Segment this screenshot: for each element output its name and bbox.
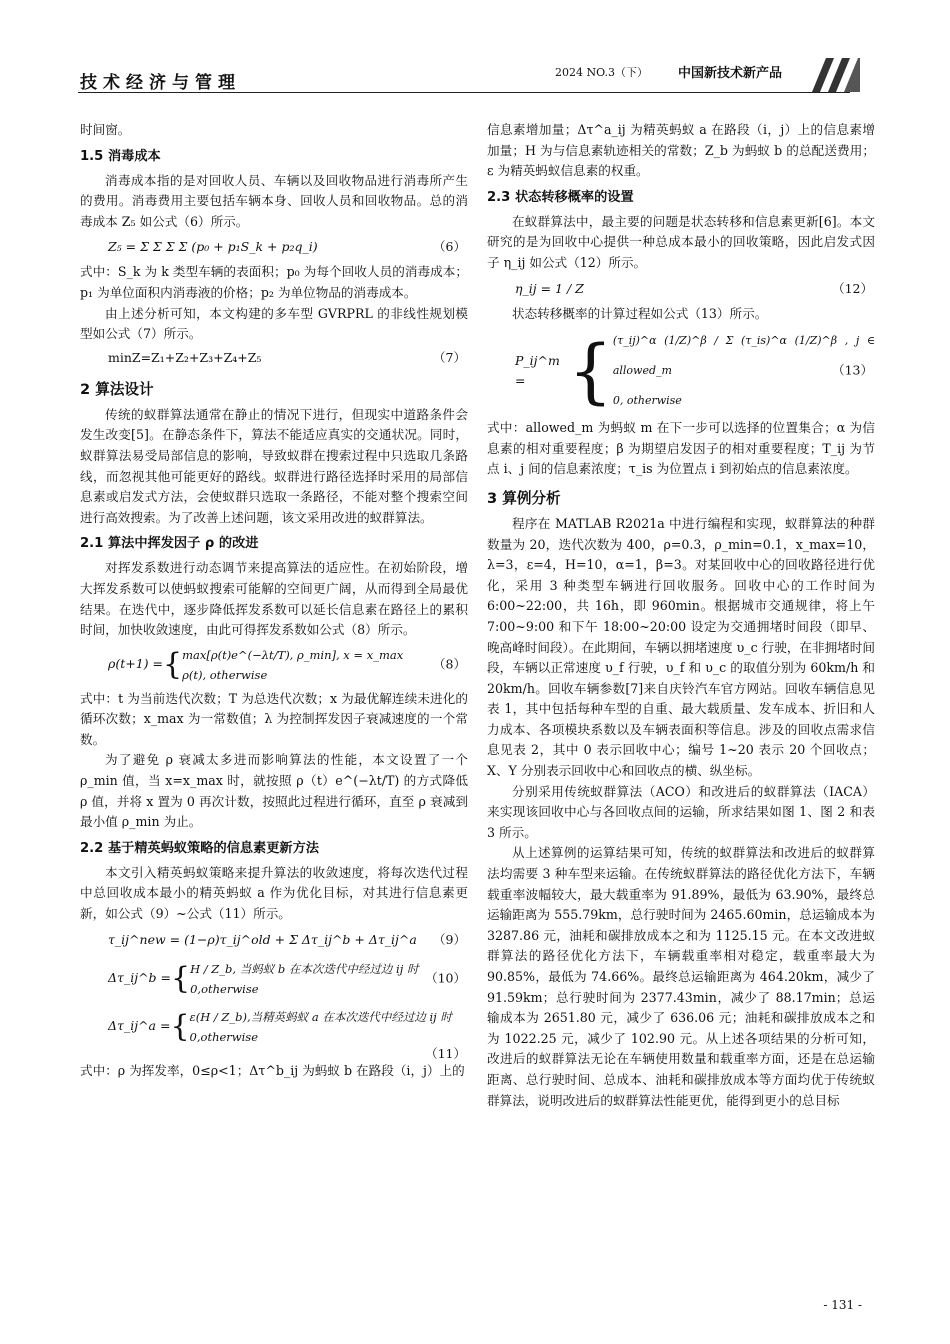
equation-number: （9） (433, 931, 466, 947)
paragraph: 式中：S_k 为 k 类型车辆的表面积；p₀ 为每个回收人员的消毒成本；p₁ 为单位面积内消毒液的价格；p₂ 为单位物品的消毒成本。 (80, 264, 468, 300)
section-heading-2-2: 2.2 基于精英蚂蚁策略的信息素更新方法 (80, 840, 319, 856)
equation-9 (80, 925, 468, 955)
equation-case-1: H / Z_b, 当蚂蚁 b 在本次迭代中经过边 ij 时 (190, 961, 419, 976)
equation-case-2: 0,otherwise (189, 1029, 259, 1044)
paragraph: 为了避免 ρ 衰减太多进而影响算法的性能，本文设置了一个 ρ_min 值，当 x=x_max 时，就按照 ρ（t）e^(−λt/T) 的方式降低 ρ 值，并将 x 置为 0 再次计数，按照此过程进行循环，直至 ρ 衰减到最小值 ρ_min 为止。 (80, 752, 468, 830)
equation-lhs: ρ(t+1) = (108, 656, 163, 672)
paragraph: 本文引入精英蚂蚁策略来提升算法的收敛速度，将每次迭代过程中总回收成本最小的精英蚂蚁 a 作为优化目标，对其进行信息素更新，如公式（9）~公式（11）所示。 (80, 864, 468, 922)
paragraph: 状态转移概率的计算过程如公式（13）所示。 (512, 305, 768, 321)
section-heading-3: 3 算例分析 (487, 489, 561, 507)
section-heading-2-3: 2.3 状态转移概率的设置 (487, 189, 634, 205)
brace-icon: { (170, 1008, 190, 1044)
equation-lhs: Δτ_ij^a = (108, 1018, 171, 1034)
section-heading-2: 2 算法设计 (80, 380, 154, 398)
equation-case-2: ρ(t), otherwise (182, 667, 268, 682)
paragraph: 传统的蚁群算法通常在静止的情况下进行，但现实中道路条件会发生改变[5]。在静态条件下，算法不能适应真实的交通状况。同时，蚁群算法易受局部信息的影响，导致蚁群在搜索过程中只选取几条路线，而忽视其他可能更好的路线。蚁群进行路径选择时采用的局部信息素或启发式方法，会使蚁群只选取一条路径，不能对整个搜索空间进行高效搜索。为了改善上述问题，该文采用改进的蚁群算法。 (80, 406, 468, 525)
equation-number: （8） (433, 656, 466, 672)
journal-title: 中国新技术新产品 (678, 66, 783, 81)
section-heading-1-5: 1.5 消毒成本 (80, 148, 161, 164)
paragraph: 消毒成本指的是对回收人员、车辆以及回收物品进行消毒所产生的费用。消毒费用主要包括车辆本身、回收人员和回收物品。总的消毒成本 Z₅ 如公式（6）所示。 (80, 172, 468, 229)
equation-body: minZ=Z₁+Z₂+Z₃+Z₄+Z₅ (108, 349, 262, 365)
paragraph: 时间窗。 (80, 122, 131, 137)
section-heading-2-1: 2.1 算法中挥发因子 ρ 的改进 (80, 536, 259, 552)
paragraph: 程序在 MATLAB R2021a 中进行编程和实现，蚁群算法的种群数量为 20，迭代次数为 400，ρ=0.3，ρ_min=0.1，x_max=10，λ=3，ε=4，H=10，α=1，β=3。对某回收中心的回收路径进行优化，采用 3 种类型车辆进行回收服务。回收中心的工作时间为 6:00~22:00，共 16h，即 960min。根据城市交通规律，将上午 7:00~9:00 和下午 18:00~20:00 设定为交通拥堵时间段（即早、晚高峰时间段）。在此期间，车辆以拥堵速度 υ_c 行驶，在非拥堵时间段，车辆以正常速度 υ_f 行驶，υ_f 和 υ_c 的取值分别为 60km/h 和 20km/h。回收车辆参数[7]来自庆铃汽车官方网站。回收车辆信息见表 1，其中包括每种车型的自重、最大载质量、发车成本、折旧和人力成本、各项模块系数以及车辆表面积等信息。涉及的回收点需求信息见表 2，其中 0 表示回收中心；编号 1~20 表示 20 个回收点；X、Y 分别表示回收中心和回收点的横、纵坐标。 (487, 515, 875, 779)
equation-case-2: 0,otherwise (190, 981, 259, 996)
page-number: - 131 - (823, 1298, 862, 1312)
equation-case-1: ε(H / Z_b),当精英蚂蚁 a 在本次迭代中经过边 ij 时 (189, 1009, 452, 1024)
header-rule (78, 92, 850, 93)
equation-number: （7） (433, 349, 466, 365)
equation-lhs: Δτ_ij^b = (108, 970, 171, 986)
equation-8 (80, 641, 468, 689)
equation-number: （10） (425, 970, 466, 986)
brace-icon: { (568, 330, 613, 413)
equation-case-2: 0, otherwise (612, 394, 682, 408)
equation-6 (80, 232, 468, 262)
equation-case-1: max[ρ(t)e^(−λt/T), ρ_min], x = x_max (182, 647, 404, 662)
paragraph: 在蚁群算法中，最主要的问题是状态转移和信息素更新[6]。本文研究的是为回收中心提供一种总成本最小的回收策略，因此启发式因子 η_ij 如公式（12）所示。 (487, 213, 875, 270)
equation-12 (487, 274, 875, 304)
paragraph: 对挥发系数进行动态调节来提高算法的适应性。在初始阶段，增大挥发系数可以使蚂蚁搜索可能解的空间更广阔，从而得到全局最优结果。在迭代中，逐步降低挥发系数可以延长信息素在路径上的累积时间，加快收敛速度，由此可得挥发系数如公式（8）所示。 (80, 560, 468, 638)
paragraph: 式中：allowed_m 为蚂蚁 m 在下一步可以选择的位置集合；α 为信息素的相对重要程度；β 为期望启发因子的相对重要程度；T_ij 为节点 i、j 间的信息素浓度；τ_is 为位置点 i 到初始点的信息素浓度。 (487, 420, 875, 477)
left-column (80, 120, 468, 1081)
brace-icon: { (171, 960, 191, 996)
paragraph: 式中：ρ 为挥发率，0≤ρ<1；Δτ^b_ij 为蚂蚁 b 在路段（i，j）上的 (80, 1062, 465, 1078)
equation-lhs: P_ij^m = (515, 352, 560, 389)
equation-body: τ_ij^new = (1−ρ)τ_ij^old + Σ Δτ_ij^b + Δτ_ij^a (108, 931, 417, 947)
equation-case-1: (τ_ij)^α (1/Z)^β / Σ (τ_is)^α (1/Z)^β , j ∈ allowed_m (612, 334, 875, 378)
paragraph: 信息素增加量；Δτ^a_ij 为精英蚂蚁 a 在路段（i，j）上的信息素增加量；H 为与信息素轨迹相关的常数；Z_b 为蚂蚁 b 的总配送费用；ε 为精英蚂蚁信息素的权重。 (487, 122, 875, 179)
right-column (487, 120, 875, 1111)
paragraph: 分别采用传统蚁群算法（ACO）和改进后的蚁群算法（IACA）来实现该回收中心与各回收点间的运输，所求结果如图 1、图 2 和表 3 所示。 (487, 783, 875, 840)
journal-logo-icon (808, 58, 860, 92)
equation-number: （6） (433, 239, 466, 255)
equation-13 (487, 324, 875, 418)
paragraph: 式中：t 为当前迭代次数；T 为总迭代次数；x 为最优解连续未进化的循环次数；x_max 为一常数值；λ 为控制挥发因子衰减速度的一个常数。 (80, 690, 468, 747)
equation-body: Z₅ = Σ Σ Σ Σ (p₀ + p₁S_k + p₂q_i) (108, 239, 318, 255)
issue-label: 2024 NO.3（下） (555, 66, 648, 79)
brace-icon: { (163, 646, 183, 682)
running-header-section: 技术经济与管理 (80, 73, 241, 93)
equation-number: （11） (425, 1046, 466, 1062)
equation-number: （13） (832, 362, 873, 378)
equation-11 (80, 1003, 468, 1062)
equation-7 (80, 345, 468, 371)
paragraph: 由上述分析可知，本文构建的多车型 GVRPRL 的非线性规划模型如公式（7）所示。 (80, 305, 468, 342)
equation-body: η_ij = 1 / Z (515, 280, 584, 296)
paragraph: 从上述算例的运算结果可知，传统的蚁群算法和改进后的蚁群算法均需要 3 种车型来运输。在传统蚁群算法的路径优化方法下，车辆载重率波幅较大，最大载重率为 91.89%，最低为 63.90%，最终总运输距离为 555.79km，总行驶时间为 2465.60min，总运输成本为 3287.86 元，油耗和碳排放成本之和为 1125.15 元。在本文改进蚁群算法的路径优化方法下，车辆载重率相对稳定，载重率最大为 90.85%，最低为 74.66%。最终总运输距离为 464.20km，减少了 91.59km；总行驶时间为 2377.43min，减少了 88.17min；总运输成本为 2651.80 元，减少了 636.06 元；油耗和碳排放成本之和为 1022.25 元，减少了 102.90 元。从上述各项结果的分析可知，改进后的蚁群算法无论在车辆使用数量和载重率方面，还是在总运输距离、总行驶时间、总成本、油耗和碳排放成本等方面均优于传统蚁群算法，说明改进后的蚁群算法性能更优，能得到更小的总目标 (487, 845, 875, 1108)
equation-10 (80, 955, 468, 1003)
equation-number: （12） (832, 280, 873, 296)
